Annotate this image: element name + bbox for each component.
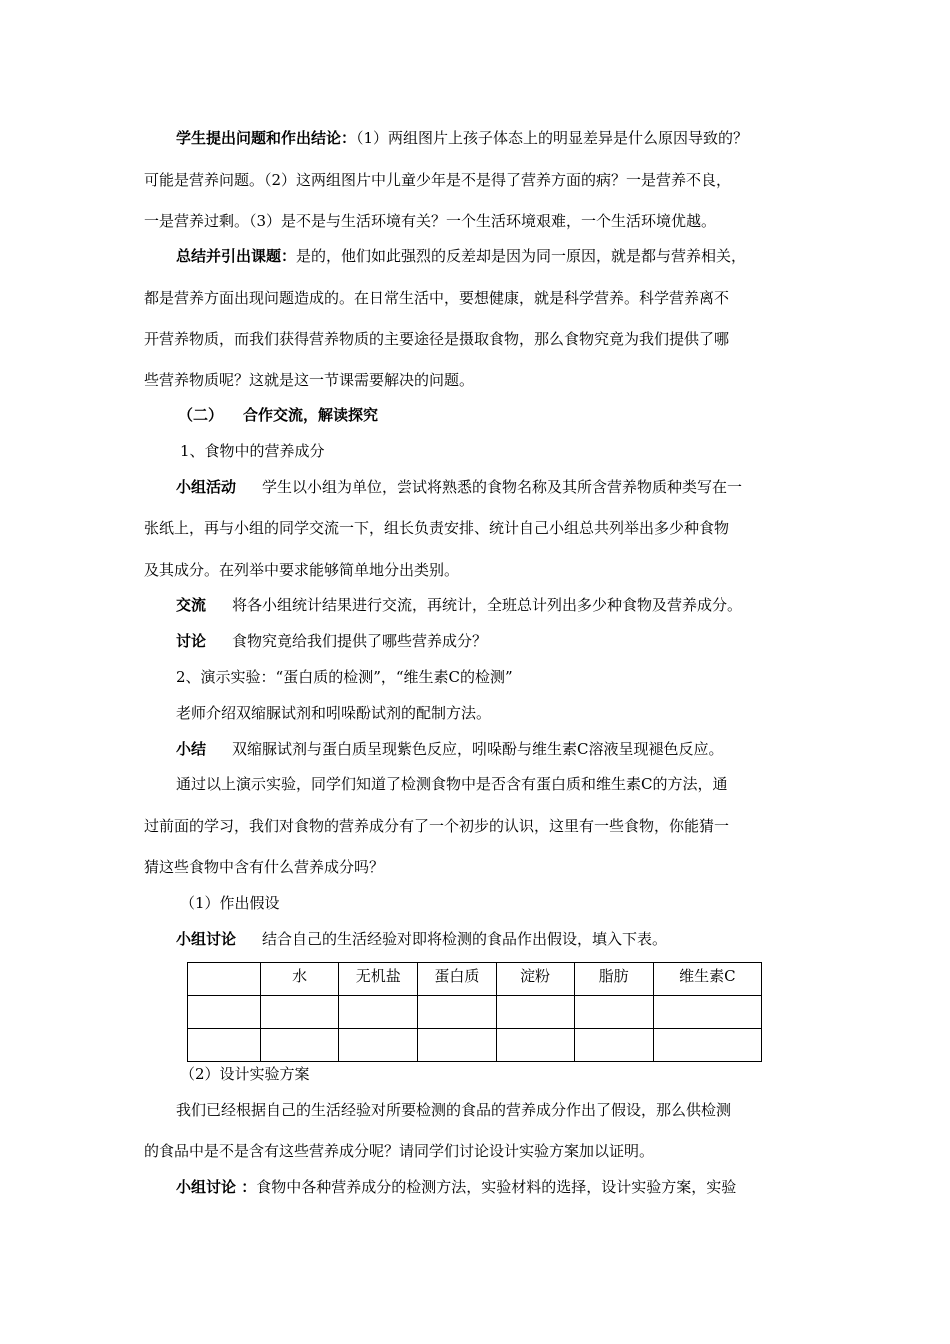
table-cell (339, 996, 418, 1029)
bold-lead: 学生提出问题和作出结论： (176, 129, 357, 147)
paragraph-line: 猜这些食物中含有什么营养成分吗？ (144, 858, 385, 876)
paragraph-line: 可能是营养问题。（2）这两组图片中儿童少年是不是得了营养方面的病？一是营养不良， (144, 171, 732, 189)
table-cell (418, 1029, 496, 1062)
table-cell (574, 1029, 653, 1062)
bold-lead: 小组活动 (176, 478, 237, 496)
paragraph-line (176, 595, 742, 615)
table-cell (418, 996, 496, 1029)
line-text: 将各小组统计结果进行交流，再统计，全班总计列出多少种食物及营养成分。 (232, 596, 743, 614)
paragraph-line (176, 631, 487, 651)
table-header-cell: 淀粉 (496, 963, 574, 996)
table-header-cell (188, 963, 261, 996)
paragraph-line: 张纸上，再与小组的同学交流一下，组长负责安排、统计自己小组总共列举出多少种食物 (144, 519, 730, 537)
table-row (188, 996, 762, 1029)
paragraph-line: 老师介绍双缩脲试剂和吲哚酚试剂的配制方法。 (176, 704, 492, 722)
section-title: 合作交流，解读探究 (243, 406, 379, 424)
line-text: 是的，他们如此强烈的反差却是因为同一原因，就是都与营养相关， (296, 247, 747, 265)
line-text: 结合自己的生活经验对即将检测的食品作出假设，填入下表。 (262, 930, 668, 948)
table-cell (261, 996, 339, 1029)
subheading: 1、食物中的营养成分 (180, 442, 325, 460)
table-row (188, 1029, 762, 1062)
bold-lead: 小组讨论 ： (176, 1178, 257, 1196)
bold-lead: 交流 (176, 596, 207, 614)
paragraph-line: 都是营养方面出现问题造成的。在日常生活中，要想健康，就是科学营养。科学营养离不 (144, 289, 730, 307)
table-cell (261, 1029, 339, 1062)
paragraph-line: 的食品中是不是含有这些营养成分呢？请同学们讨论设计实验方案加以证明。 (144, 1142, 655, 1160)
table-cell (339, 1029, 418, 1062)
line-text: （1）两组图片上孩子体态上的明显差异是什么原因导致的？ (356, 129, 749, 147)
paragraph-line: 开营养物质，而我们获得营养物质的主要途径是摄取食物，那么食物究竟为我们提供了哪 (144, 330, 730, 348)
bold-lead: 讨论 (176, 632, 207, 650)
paragraph-line: 过前面的学习，我们对食物的营养成分有了一个初步的认识，这里有一些食物，你能猜一 (144, 817, 730, 835)
bold-lead: 小组讨论 (176, 930, 237, 948)
paragraph-line (176, 128, 748, 148)
table-header-row (188, 963, 762, 996)
section-number: （二） (178, 406, 224, 424)
section-heading (178, 405, 378, 425)
table-cell (653, 1029, 761, 1062)
paragraph-line: 通过以上演示实验，同学们知道了检测食物中是否含有蛋白质和维生素C的方法，通 (176, 775, 728, 793)
step-heading: （2）设计实验方案 (180, 1065, 310, 1083)
paragraph-line (176, 477, 742, 497)
table-header-cell: 蛋白质 (418, 963, 496, 996)
paragraph-line (176, 739, 724, 759)
hypothesis-table (187, 962, 762, 1062)
line-text: 食物中各种营养成分的检测方法，实验材料的选择，设计实验方案，实验 (256, 1178, 737, 1196)
table-cell (496, 1029, 574, 1062)
table-cell (574, 996, 653, 1029)
paragraph-line: 一是营养过剩。（3）是不是与生活环境有关？一个生活环境艰难，一个生活环境优越。 (144, 212, 717, 230)
paragraph-line (176, 1177, 736, 1197)
subheading: 2、演示实验：“蛋白质的检测”，“维生素C的检测” (176, 668, 513, 686)
table-header-cell: 水 (261, 963, 339, 996)
table-cell (496, 996, 574, 1029)
paragraph-line: 些营养物质呢？这就是这一节课需要解决的问题。 (144, 371, 475, 389)
bold-lead: 小结 (176, 740, 207, 758)
table-header-cell: 无机盐 (339, 963, 418, 996)
line-text: 双缩脲试剂与蛋白质呈现紫色反应，吲哚酚与维生素C溶液呈现褪色反应。 (232, 740, 724, 758)
table-cell (188, 996, 261, 1029)
table-cell (653, 996, 761, 1029)
table-cell (188, 1029, 261, 1062)
paragraph-line: 及其成分。在列举中要求能够简单地分出类别。 (144, 561, 460, 579)
step-heading: （1）作出假设 (180, 894, 280, 912)
paragraph-line: 我们已经根据自己的生活经验对所要检测的食品的营养成分作出了假设，那么供检测 (176, 1101, 732, 1119)
line-text: 学生以小组为单位，尝试将熟悉的食物名称及其所含营养物质种类写在一 (262, 478, 743, 496)
line-text: 食物究竟给我们提供了哪些营养成分？ (232, 632, 488, 650)
table-header-cell: 脂肪 (574, 963, 653, 996)
paragraph-line (176, 929, 667, 949)
paragraph-line (176, 246, 746, 266)
table-header-cell: 维生素C (653, 963, 761, 996)
bold-lead: 总结并引出课题： (176, 247, 297, 265)
